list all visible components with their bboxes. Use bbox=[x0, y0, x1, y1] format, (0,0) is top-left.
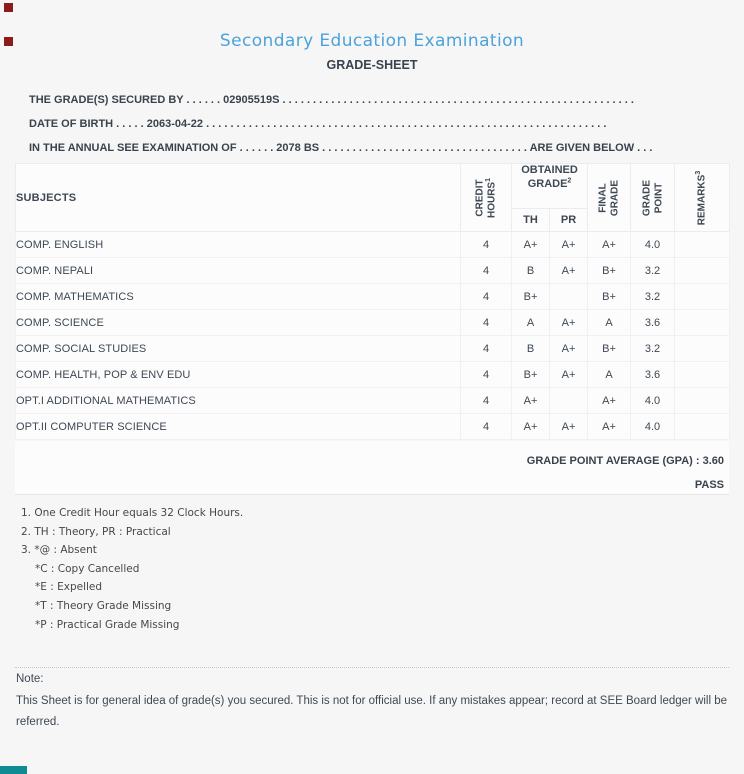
col-header-theory: TH bbox=[512, 209, 550, 232]
cell-final-grade: A bbox=[588, 362, 631, 388]
cell-subject: OPT.I ADDITIONAL MATHEMATICS bbox=[16, 388, 461, 414]
cell-theory-grade: B bbox=[512, 258, 550, 284]
credit-hours-footnote-ref: 1 bbox=[484, 177, 492, 182]
cell-remarks bbox=[675, 388, 730, 414]
cell-practical-grade: A+ bbox=[550, 310, 588, 336]
grade-sheet-heading: GRADE-SHEET bbox=[326, 58, 418, 72]
table-row bbox=[16, 232, 730, 258]
footnote-practical-missing: *P : Practical Grade Missing bbox=[35, 618, 180, 631]
cell-grade-point: 3.6 bbox=[631, 310, 675, 336]
cell-credit-hours: 4 bbox=[461, 232, 512, 258]
cell-theory-grade: A+ bbox=[512, 388, 550, 414]
gpa-value: GRADE POINT AVERAGE (GPA) : 3.60 bbox=[526, 455, 724, 467]
cell-subject: OPT.II COMPUTER SCIENCE bbox=[16, 414, 461, 440]
col-header-remarks bbox=[675, 164, 730, 232]
cell-credit-hours: 4 bbox=[461, 284, 512, 310]
cell-credit-hours: 4 bbox=[461, 310, 512, 336]
table-row bbox=[16, 388, 730, 414]
cell-practical-grade: A+ bbox=[550, 414, 588, 440]
cell-credit-hours: 4 bbox=[461, 388, 512, 414]
cell-subject: COMP. NEPALI bbox=[16, 258, 461, 284]
cell-grade-point: 3.2 bbox=[631, 258, 675, 284]
corner-marker-red-top bbox=[4, 3, 13, 12]
table-row bbox=[16, 284, 730, 310]
cell-subject: COMP. MATHEMATICS bbox=[16, 284, 461, 310]
page-title: Secondary Education Examination bbox=[219, 31, 525, 51]
grades-table bbox=[15, 163, 730, 440]
cell-subject: COMP. HEALTH, POP & ENV EDU bbox=[16, 362, 461, 388]
col-header-subjects: SUBJECTS bbox=[16, 164, 461, 232]
col-header-obtained-grade bbox=[512, 164, 588, 209]
cell-grade-point: 3.2 bbox=[631, 284, 675, 310]
cell-credit-hours: 4 bbox=[461, 414, 512, 440]
col-header-grade-point bbox=[631, 164, 675, 232]
obtained-grade-footnote-ref: 2 bbox=[567, 177, 572, 185]
examination-year-line: IN THE ANNUAL SEE EXAMINATION OF . . . . . . 2078 BS . . . . . . . . . . . . . . . . . . . . . . . . . . . . . . . . . . ARE GIVEN BELOW . . . bbox=[29, 142, 653, 154]
cell-final-grade: B+ bbox=[588, 258, 631, 284]
table-row bbox=[16, 362, 730, 388]
cell-theory-grade: A+ bbox=[512, 414, 550, 440]
cell-credit-hours: 4 bbox=[461, 336, 512, 362]
cell-practical-grade: A+ bbox=[550, 362, 588, 388]
date-of-birth-line: DATE OF BIRTH . . . . . 2063-04-22 . . . . . . . . . . . . . . . . . . . . . . . . . . . . . . . . . . . . . . . . . . . . . . . . . . . . . . . . . . . . . . . . . . bbox=[29, 118, 607, 130]
candidate-info bbox=[29, 88, 731, 160]
final-grade-label: FINAL GRADE bbox=[597, 179, 621, 216]
cell-final-grade: A+ bbox=[588, 414, 631, 440]
cell-practical-grade bbox=[550, 388, 588, 414]
col-header-practical: PR bbox=[550, 209, 588, 232]
footnote-expelled: *E : Expelled bbox=[35, 581, 103, 594]
table-row bbox=[16, 310, 730, 336]
cell-grade-point: 4.0 bbox=[631, 388, 675, 414]
cell-practical-grade: A+ bbox=[550, 336, 588, 362]
cell-final-grade: B+ bbox=[588, 336, 631, 362]
cell-remarks bbox=[675, 284, 730, 310]
obtained-grade-label: OBTAINED GRADE bbox=[521, 164, 578, 190]
cell-practical-grade bbox=[550, 284, 588, 310]
cell-subject: COMP. ENGLISH bbox=[16, 232, 461, 258]
table-row bbox=[16, 258, 730, 284]
footnote-absent: 3. *@ : Absent bbox=[21, 544, 97, 557]
secured-by-line: THE GRADE(S) SECURED BY . . . . . . 02905519S . . . . . . . . . . . . . . . . . . . . . . . . . . . . . . . . . . . . . . . . . . . . . . . . . . . . . . . . . . bbox=[29, 94, 634, 106]
cell-final-grade: B+ bbox=[588, 284, 631, 310]
cell-grade-point: 4.0 bbox=[631, 414, 675, 440]
remarks-label: REMARKS bbox=[696, 174, 708, 225]
footnote-credit-hours: 1. One Credit Hour equals 32 Clock Hours. bbox=[21, 507, 244, 519]
cell-final-grade: A bbox=[588, 310, 631, 336]
footnotes bbox=[21, 504, 243, 634]
note-text: This Sheet is for general idea of grade(s) you secured. This is not for official use. If any mistakes appear; record at SEE Board ledger will be referred. bbox=[16, 695, 728, 728]
cell-final-grade: A+ bbox=[588, 388, 631, 414]
cell-grade-point: 3.6 bbox=[631, 362, 675, 388]
cell-remarks bbox=[675, 310, 730, 336]
cell-final-grade: A+ bbox=[588, 232, 631, 258]
col-header-credit-hours bbox=[461, 164, 512, 232]
result-status: PASS bbox=[694, 479, 724, 491]
cell-remarks bbox=[675, 336, 730, 362]
footnote-copy-cancelled: *C : Copy Cancelled bbox=[35, 562, 140, 575]
footnote-theory-missing: *T : Theory Grade Missing bbox=[35, 599, 172, 612]
cell-theory-grade: A bbox=[512, 310, 550, 336]
note-separator bbox=[15, 667, 729, 668]
col-header-final-grade bbox=[588, 164, 631, 232]
cell-theory-grade: B+ bbox=[512, 284, 550, 310]
cell-practical-grade: A+ bbox=[550, 232, 588, 258]
cell-theory-grade: B bbox=[512, 336, 550, 362]
footnote-th-pr: 2. TH : Theory, PR : Practical bbox=[21, 525, 171, 538]
cell-grade-point: 4.0 bbox=[631, 232, 675, 258]
cell-subject: COMP. SCIENCE bbox=[16, 310, 461, 336]
cell-theory-grade: A+ bbox=[512, 232, 550, 258]
summary-band bbox=[15, 441, 729, 495]
grade-point-label: GRADE POINT bbox=[641, 179, 664, 216]
remarks-footnote-ref: 3 bbox=[694, 170, 702, 175]
table-row bbox=[16, 336, 730, 362]
cell-subject: COMP. SOCIAL STUDIES bbox=[16, 336, 461, 362]
cell-credit-hours: 4 bbox=[461, 258, 512, 284]
cell-credit-hours: 4 bbox=[461, 362, 512, 388]
corner-marker-teal bbox=[0, 766, 27, 774]
table-row bbox=[16, 414, 730, 440]
credit-hours-label: CREDIT HOURS bbox=[474, 178, 497, 218]
cell-grade-point: 3.2 bbox=[631, 336, 675, 362]
cell-remarks bbox=[675, 258, 730, 284]
cell-remarks bbox=[675, 232, 730, 258]
cell-remarks bbox=[675, 414, 730, 440]
note-label: Note: bbox=[16, 673, 44, 685]
cell-theory-grade: B+ bbox=[512, 362, 550, 388]
cell-remarks bbox=[675, 362, 730, 388]
cell-practical-grade: A+ bbox=[550, 258, 588, 284]
